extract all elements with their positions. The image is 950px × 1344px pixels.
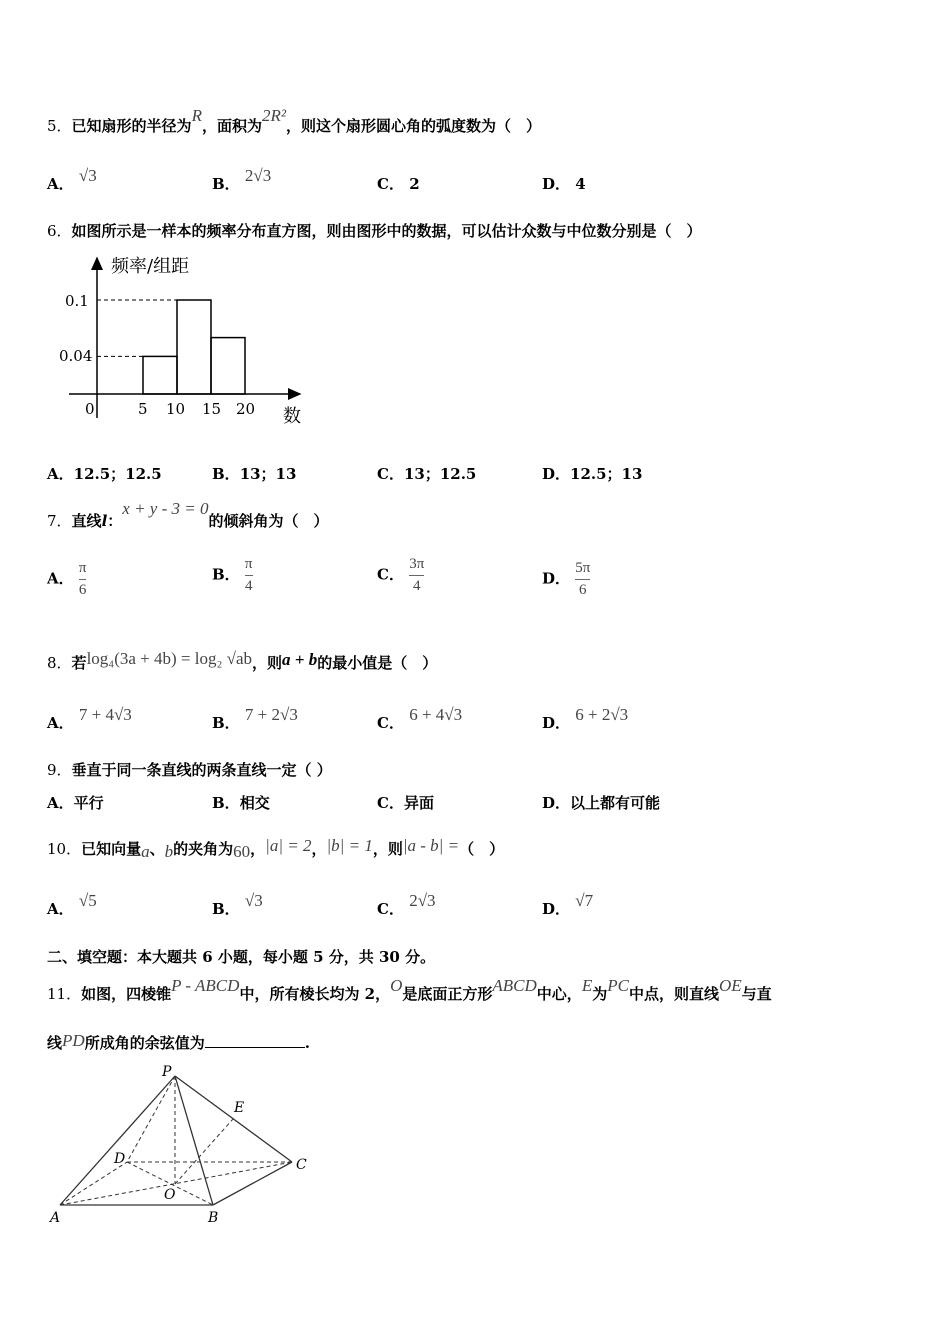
- q10-norm-b: |b| = 1: [326, 836, 373, 855]
- option-value: 4: [575, 175, 586, 193]
- q11-text-6: 中点，则直线: [628, 985, 719, 1003]
- option-value: 2√3: [409, 891, 436, 910]
- q9-option-d[interactable]: [542, 792, 660, 813]
- label-E: E: [234, 1100, 245, 1116]
- q7-line-name: l: [101, 512, 108, 530]
- denominator: 6: [579, 582, 587, 598]
- q11-math-PD: PD: [62, 1031, 85, 1050]
- q10-option-d[interactable]: [542, 891, 594, 919]
- q7-equation: x + y - 3 = 0: [122, 499, 209, 518]
- q11-math-PC: PC: [607, 976, 629, 995]
- denominator: 4: [412, 578, 421, 594]
- q6-option-b[interactable]: [212, 463, 296, 484]
- option-label: D．: [542, 900, 571, 918]
- q7-text-2: ：: [107, 512, 123, 530]
- denominator: 6: [78, 582, 87, 598]
- q10-comma: ，: [311, 840, 327, 858]
- q7-text-1: 直线: [71, 512, 102, 530]
- option-value: √3: [244, 891, 263, 910]
- denominator: 4: [244, 578, 253, 594]
- q8-option-c[interactable]: [377, 705, 463, 733]
- option-value: 相交: [239, 794, 270, 812]
- bar-10-15: [177, 300, 211, 394]
- q6-option-d[interactable]: [542, 463, 642, 484]
- q5-text-1: 已知扇形的半径为: [71, 117, 192, 135]
- q10-option-a[interactable]: [47, 891, 97, 919]
- x-tick-label: 20: [236, 400, 256, 418]
- option-value: 以上都有可能: [570, 794, 661, 812]
- label-O: O: [164, 1187, 176, 1203]
- q11-pyramid-figure: [40, 1060, 330, 1230]
- q11-text-9: 所成角的余弦值为: [84, 1034, 205, 1052]
- q5-math-radius: R: [191, 106, 202, 125]
- q11-text-8: 线: [47, 1034, 63, 1052]
- q7-text-3: 的倾斜角为（ ）: [208, 512, 329, 530]
- option-label: C．: [377, 465, 404, 483]
- option-label: B．: [212, 565, 240, 584]
- q7-option-c[interactable]: [377, 556, 424, 595]
- option-value: 2: [409, 175, 420, 193]
- label-P: P: [162, 1064, 172, 1080]
- q10-text-3: ，则: [372, 840, 403, 858]
- q11-text-7: 与直: [741, 985, 772, 1003]
- option-fraction: [79, 560, 87, 599]
- option-value: 6 + 4√3: [409, 705, 463, 724]
- numerator: π: [244, 556, 253, 572]
- label-C: C: [296, 1157, 307, 1173]
- q8-equation: log₄(3a + 4b) = log₂ √ab: [86, 649, 253, 668]
- q11-math-ABCD: ABCD: [492, 976, 537, 995]
- q7-option-a[interactable]: [47, 560, 86, 599]
- q11-number: 11．: [47, 985, 82, 1003]
- x-tick-label: 15: [202, 400, 222, 418]
- q10-angle: 60: [233, 842, 251, 861]
- q9-number: 9．: [47, 761, 72, 779]
- q10-vector-b: b: [164, 842, 174, 861]
- option-label: B．: [212, 900, 240, 918]
- q6-stem: [47, 220, 702, 241]
- q6-text: 如图所示是一样本的频率分布直方图，则由图形中的数据，可以估计众数与中位数分别是（ ）: [71, 222, 702, 240]
- q11-text-1: 如图，四棱锥: [81, 985, 172, 1003]
- q10-vector-a: a: [141, 842, 150, 861]
- q10-number: 10．: [47, 840, 82, 858]
- x-tick-label: 0: [85, 400, 95, 418]
- q9-text: 垂直于同一条直线的两条直线一定（ ）: [71, 761, 332, 779]
- q10-norm-a: |a| = 2: [265, 836, 312, 855]
- option-value: 12.5；13: [570, 465, 643, 483]
- q5-option-b[interactable]: [212, 166, 272, 194]
- q9-stem: [47, 759, 332, 780]
- option-value: 13；13: [239, 465, 297, 483]
- label-D: D: [114, 1151, 126, 1167]
- section-heading: 二、填空题：本大题共 6 小题，每小题 5 分，共 30 分。: [47, 948, 436, 966]
- edge-PC: [175, 1076, 292, 1162]
- q5-option-c[interactable]: [377, 173, 420, 194]
- q10-text-2: 的夹角为: [173, 840, 234, 858]
- edge-PB: [175, 1076, 213, 1205]
- option-value: √7: [575, 891, 594, 910]
- y-tick-label: 0.1: [65, 292, 89, 310]
- q11-period: .: [304, 1034, 310, 1052]
- y-axis-label: 频率/组距: [111, 256, 190, 277]
- x-tick-label: 10: [166, 400, 186, 418]
- q11-math-pyramid: P - ABCD: [171, 976, 240, 995]
- q5-text-2: ，面积为: [201, 117, 262, 135]
- q5-option-a[interactable]: [47, 166, 97, 194]
- option-label: B．: [212, 465, 240, 483]
- option-value: 2√3: [244, 166, 272, 185]
- option-value: 7 + 2√3: [244, 705, 298, 724]
- q5-math-area: 2R²: [261, 106, 286, 125]
- q7-stem: [47, 499, 329, 531]
- option-label: A．: [47, 714, 74, 732]
- q11-text-5: 为: [592, 985, 608, 1003]
- option-fraction: [575, 560, 590, 599]
- numerator: π: [78, 560, 87, 576]
- option-value: 13；12.5: [403, 465, 477, 483]
- q10-separator: 、: [149, 840, 165, 858]
- q10-expression: |a - b| =: [402, 836, 460, 855]
- q11-math-E: E: [581, 976, 593, 995]
- option-value: 6 + 2√3: [575, 705, 629, 724]
- q10-option-c[interactable]: [377, 891, 436, 919]
- option-value: √3: [78, 166, 97, 185]
- edge-PD: [127, 1076, 175, 1162]
- option-label: A．: [47, 465, 74, 483]
- edge-AD: [60, 1162, 127, 1205]
- option-label: B．: [212, 714, 240, 732]
- edge-BC: [213, 1162, 292, 1205]
- label-A: A: [50, 1210, 61, 1226]
- option-label: B．: [212, 175, 240, 193]
- option-label: A．: [47, 794, 74, 812]
- option-value: 平行: [73, 794, 104, 812]
- option-value: 12.5；12.5: [73, 465, 162, 483]
- bar-5-10: [143, 356, 177, 394]
- q8-option-b[interactable]: [212, 705, 298, 733]
- q8-stem: [47, 649, 438, 673]
- q8-text-1: 若: [71, 654, 87, 672]
- q11-text-2: 中，所有棱长均为 2，: [239, 985, 391, 1003]
- q8-expression: a + b: [282, 650, 318, 669]
- q11-stem-line-2: [47, 1032, 310, 1053]
- option-value: 7 + 4√3: [78, 705, 132, 724]
- x-tick-label: 5: [138, 400, 148, 418]
- q9-option-a[interactable]: [47, 792, 104, 813]
- q10-text-4: （ ）: [459, 840, 505, 858]
- q9-option-c[interactable]: [377, 792, 434, 813]
- numerator: 5π: [575, 560, 591, 576]
- q5-stem: [47, 106, 541, 136]
- numerator: 3π: [409, 556, 425, 572]
- option-label: D．: [542, 714, 571, 732]
- q8-number: 8．: [47, 654, 72, 672]
- q10-text-1: 已知向量: [81, 840, 142, 858]
- option-label: D．: [542, 569, 571, 588]
- q5-number: 5．: [47, 117, 72, 135]
- q8-text-3: 的最小值是（ ）: [317, 654, 438, 672]
- answer-blank[interactable]: [205, 1033, 305, 1048]
- q8-option-d[interactable]: [542, 705, 629, 733]
- edge-PA: [60, 1076, 175, 1205]
- q10-option-b[interactable]: [212, 891, 263, 919]
- q5-text-3: ，则这个扇形圆心角的弧度数为（ ）: [285, 117, 541, 135]
- q10-comma: ，: [250, 840, 266, 858]
- q5-option-d[interactable]: [542, 173, 586, 194]
- option-label: D．: [542, 175, 571, 193]
- q9-option-b[interactable]: [212, 792, 270, 813]
- q6-histogram: [55, 248, 315, 433]
- q11-math-O: O: [390, 976, 403, 995]
- bar-15-20: [211, 338, 245, 394]
- option-label: C．: [377, 714, 404, 732]
- q7-option-b[interactable]: [212, 556, 253, 595]
- q6-option-a[interactable]: [47, 463, 162, 484]
- option-fraction: [245, 556, 253, 595]
- q10-stem: [47, 838, 504, 859]
- label-B: B: [208, 1210, 219, 1226]
- q11-math-OE: OE: [718, 976, 742, 995]
- option-label: D．: [542, 465, 571, 483]
- q8-text-2: ，则: [252, 654, 283, 672]
- option-label: D．: [542, 794, 571, 812]
- option-fraction: [409, 556, 424, 595]
- x-axis-label: 数: [283, 406, 301, 427]
- option-label: A．: [47, 175, 74, 193]
- q11-stem-line-1: [47, 976, 772, 1004]
- q11-text-4: 中心，: [536, 985, 582, 1003]
- q6-option-c[interactable]: [377, 463, 476, 484]
- option-label: A．: [47, 900, 74, 918]
- option-label: A．: [47, 569, 74, 588]
- q8-option-a[interactable]: [47, 705, 132, 733]
- q7-number: 7．: [47, 512, 72, 530]
- option-value: 异面: [403, 794, 434, 812]
- option-value: √5: [78, 891, 97, 910]
- option-label: C．: [377, 900, 404, 918]
- q11-text-3: 是底面正方形: [402, 985, 493, 1003]
- option-label: B．: [212, 794, 240, 812]
- option-label: C．: [377, 565, 404, 584]
- option-label: C．: [377, 794, 404, 812]
- option-label: C．: [377, 175, 404, 193]
- q7-option-d[interactable]: [542, 560, 590, 599]
- y-tick-label: 0.04: [59, 347, 93, 365]
- q6-number: 6．: [47, 222, 72, 240]
